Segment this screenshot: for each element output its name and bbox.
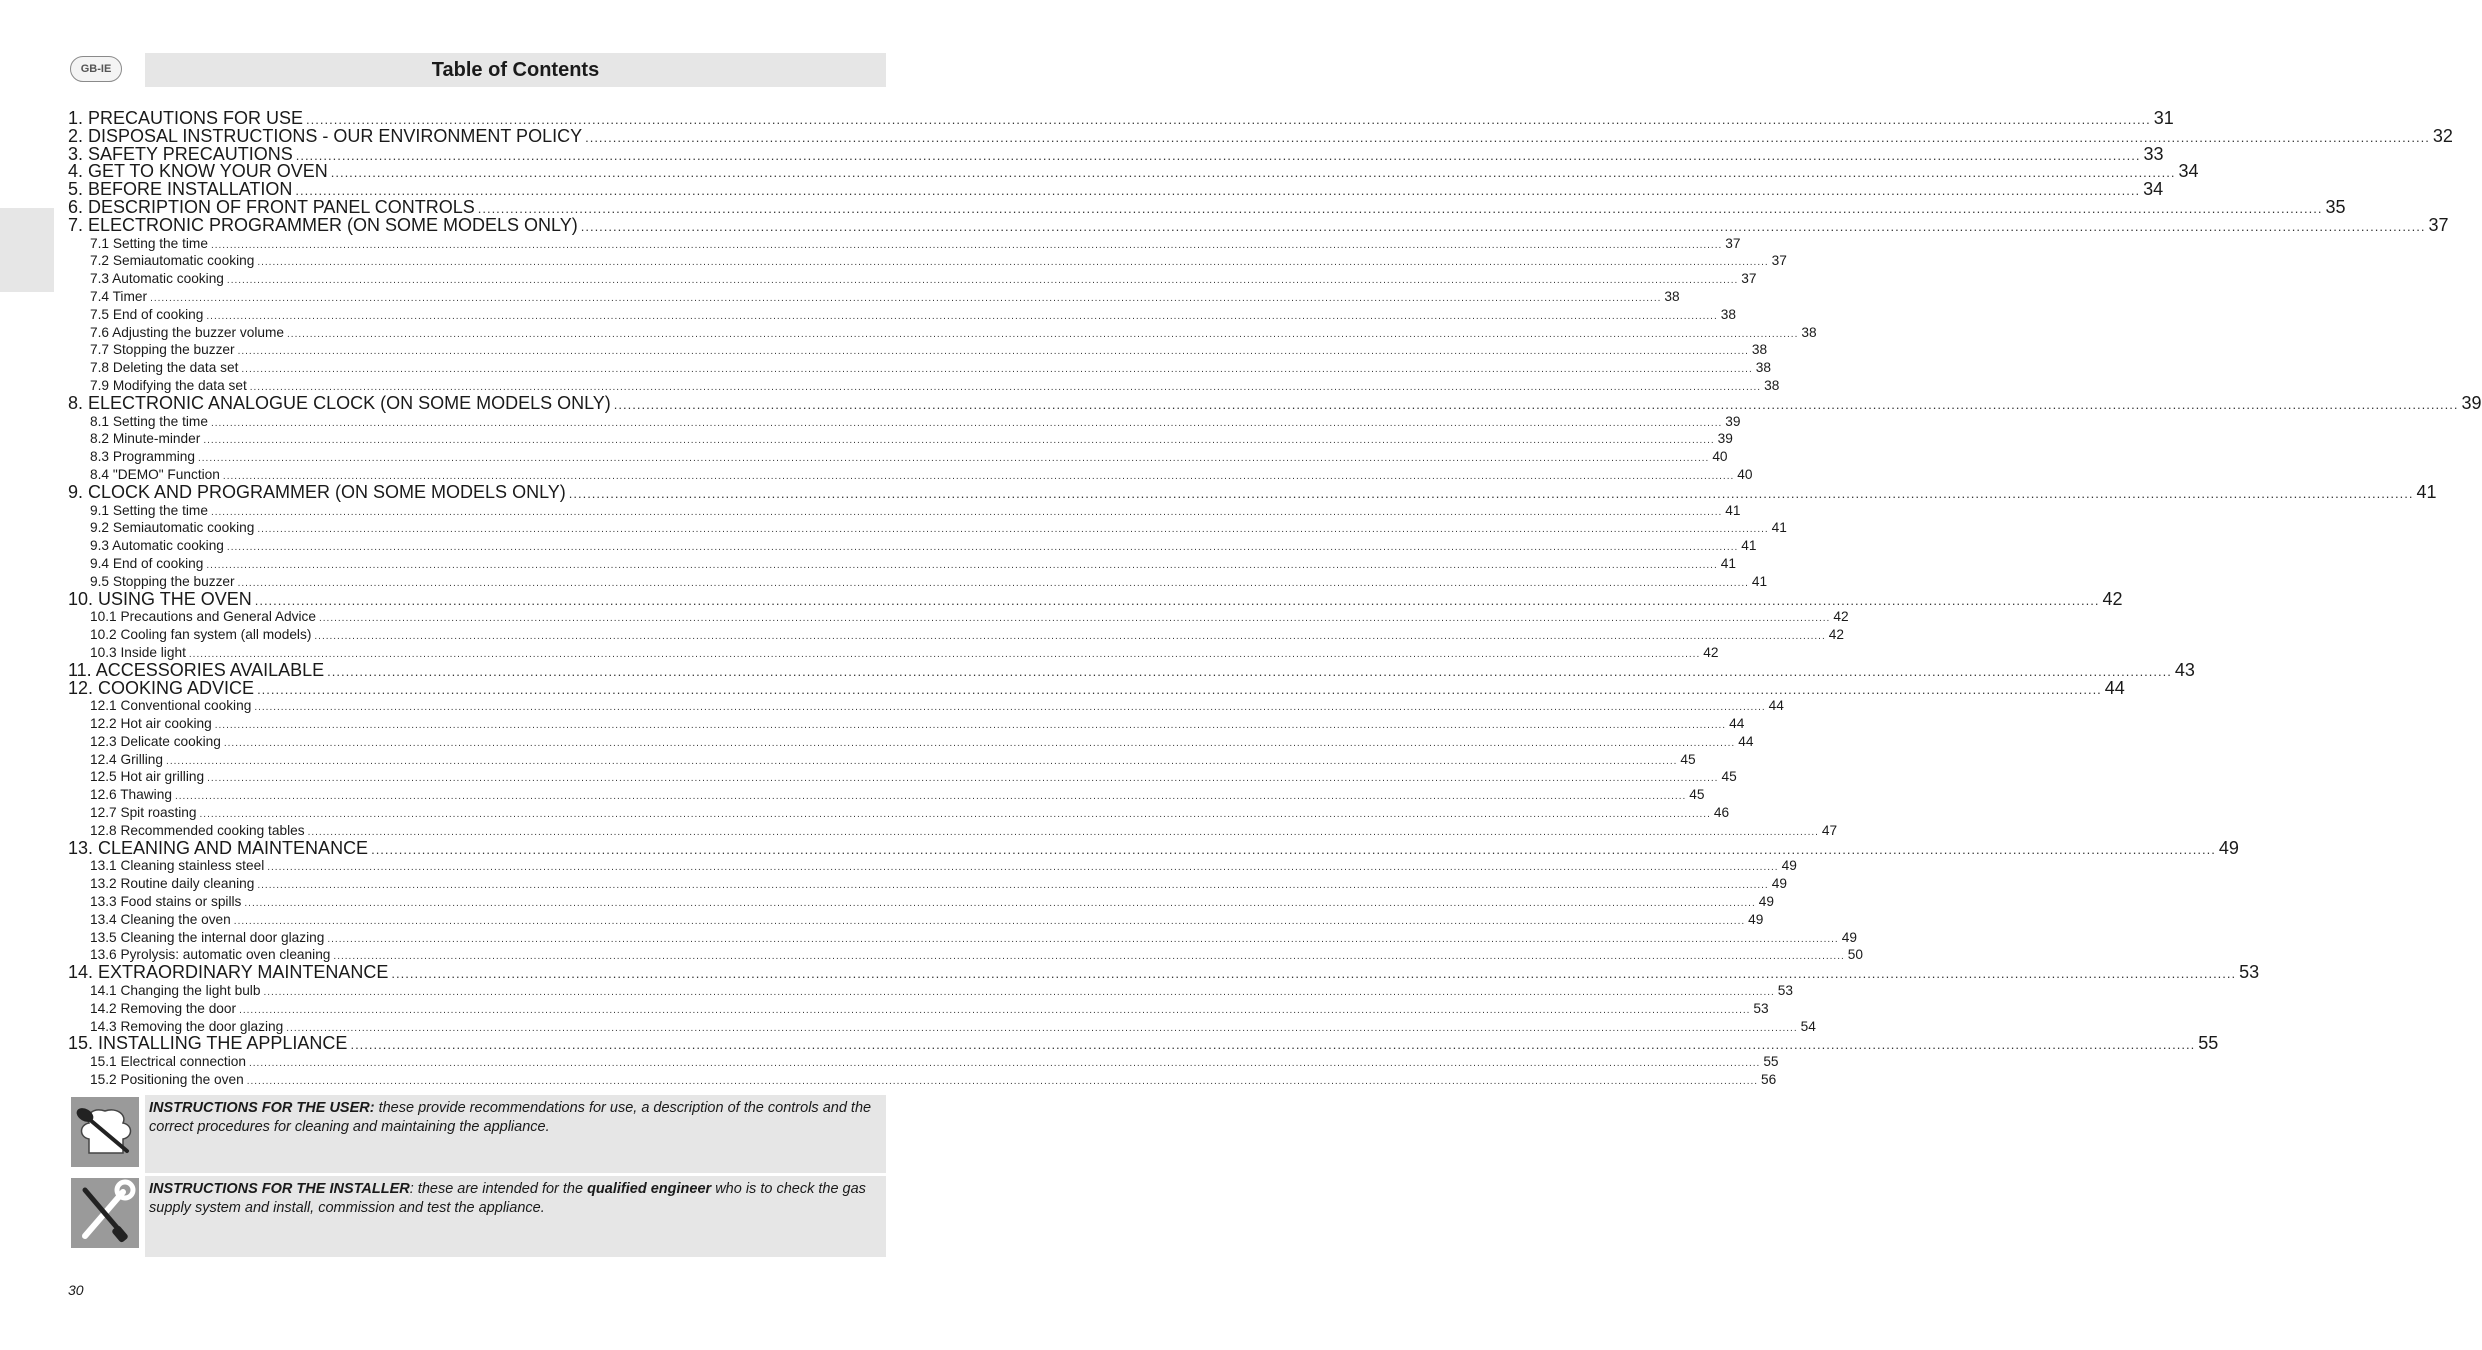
toc-section-entry[interactable]: [68, 626, 1844, 644]
toc-entry-page: 42: [2102, 588, 2123, 609]
language-badge: GB-IE: [70, 56, 122, 82]
toc-entry-page: 44: [1768, 698, 1784, 714]
toc-leader-dots: ................................................................................................................................................................................................................................................................................................................................................................................................................: [391, 966, 2237, 982]
toc-chapter-entry[interactable]: [68, 588, 2123, 609]
toc-section-entry[interactable]: [68, 751, 1696, 769]
toc-entry-title: 15.1 Electrical connection: [90, 1054, 246, 1070]
toc-leader-dots: ................................................................................................................................................................................................................................................................................................................................................................................................................: [568, 485, 2414, 501]
toc-entry-page: 38: [1764, 377, 1780, 393]
toc-leader-dots: ................................................................................................................................................................................................................................................................................................................................................................................................................: [319, 613, 1831, 625]
toc-entry-title: 11. ACCESSORIES AVAILABLE: [68, 659, 325, 680]
toc-chapter-entry[interactable]: [68, 125, 2453, 146]
toc-entry-title: 6. DESCRIPTION OF FRONT PANEL CONTROLS: [68, 196, 475, 217]
toc-entry-title: 12.6 Thawing: [90, 787, 172, 803]
toc-section-entry[interactable]: [68, 768, 1737, 786]
toc-entry-page: 50: [1847, 947, 1863, 963]
toc-entry-title: 7.1 Setting the time: [90, 235, 208, 251]
toc-entry-title: 7.9 Modifying the data set: [90, 377, 247, 393]
toc-entry-page: 38: [1801, 324, 1817, 340]
toc-leader-dots: ................................................................................................................................................................................................................................................................................................................................................................................................................: [188, 648, 1701, 660]
toc-chapter-entry[interactable]: [68, 659, 2195, 680]
toc-leader-dots: ................................................................................................................................................................................................................................................................................................................................................................................................................: [580, 218, 2426, 234]
toc-leader-dots: ................................................................................................................................................................................................................................................................................................................................................................................................................: [314, 631, 1826, 643]
toc-chapter-entry[interactable]: [68, 962, 2260, 983]
toc-entry-title: 13.2 Routine daily cleaning: [90, 876, 255, 892]
installer-note-text-after: who is to check the gas supply system and install, commission and test the appliance.: [149, 1181, 866, 1216]
toc-entry-page: 46: [1713, 805, 1730, 821]
toc-leader-dots: ................................................................................................................................................................................................................................................................................................................................................................................................................: [233, 915, 1746, 927]
toc-entry-title: 7.7 Stopping the buzzer: [90, 342, 235, 358]
toc-entry-title: 12.7 Spit roasting: [90, 805, 197, 821]
toc-leader-dots: ................................................................................................................................................................................................................................................................................................................................................................................................................: [267, 862, 1779, 874]
toc-entry-title: 13.3 Food stains or spills: [90, 894, 242, 910]
toc-leader-dots: ................................................................................................................................................................................................................................................................................................................................................................................................................: [226, 275, 1739, 287]
toc-entry-title: 10.3 Inside light: [90, 644, 186, 660]
toc-entry-page: 34: [2178, 161, 2199, 182]
toc-section-entry[interactable]: [68, 341, 1768, 359]
toc-section-entry[interactable]: [68, 430, 1733, 448]
toc-entry-title: 7.5 End of cooking: [90, 306, 204, 322]
toc-leader-dots: ................................................................................................................................................................................................................................................................................................................................................................................................................: [210, 417, 1723, 429]
toc-leader-dots: ................................................................................................................................................................................................................................................................................................................................................................................................................: [244, 898, 1756, 910]
toc-leader-dots: ................................................................................................................................................................................................................................................................................................................................................................................................................: [327, 663, 2172, 679]
toc-entry-page: 32: [2432, 125, 2453, 146]
toc-section-entry[interactable]: [68, 697, 1784, 715]
toc-entry-page: 44: [2104, 677, 2125, 698]
toc-section-entry[interactable]: [68, 982, 1794, 1000]
toc-entry-page: 41: [2416, 481, 2437, 502]
toc-entry-title: 12.1 Conventional cooking: [90, 698, 252, 714]
toc-entry-title: 10. USING THE OVEN: [68, 588, 252, 609]
toc-leader-dots: ................................................................................................................................................................................................................................................................................................................................................................................................................: [241, 364, 1753, 376]
toc-section-entry[interactable]: [68, 804, 1730, 822]
toc-entry-title: 15. INSTALLING THE APPLIANCE: [68, 1033, 348, 1054]
toc-entry-page: 53: [1777, 983, 1794, 999]
toc-entry-title: 8.1 Setting the time: [90, 413, 208, 429]
installer-note-text-before: : these are intended for the: [409, 1181, 588, 1197]
toc-entry-title: 14.1 Changing the light bulb: [90, 983, 261, 999]
toc-entry-title: 7.6 Adjusting the buzzer volume: [90, 324, 285, 340]
toc-entry-title: 9.4 End of cooking: [90, 555, 204, 571]
toc-leader-dots: ................................................................................................................................................................................................................................................................................................................................................................................................................: [210, 239, 1723, 251]
toc-entry-title: 14.3 Removing the door glazing: [90, 1018, 284, 1034]
toc-entry-page: 49: [1748, 911, 1764, 927]
toc-leader-dots: ................................................................................................................................................................................................................................................................................................................................................................................................................: [477, 200, 2323, 216]
toc-entry-title: 7.4 Timer: [90, 288, 148, 304]
toc-entry-title: 9.3 Automatic cooking: [90, 538, 224, 554]
toc-leader-dots: ................................................................................................................................................................................................................................................................................................................................................................................................................: [287, 328, 1799, 340]
toc-entry-page: 37: [1771, 253, 1787, 269]
toc-leader-dots: ................................................................................................................................................................................................................................................................................................................................................................................................................: [246, 1076, 1759, 1088]
toc-entry-title: 9.5 Stopping the buzzer: [90, 573, 235, 589]
toc-entry-page: 39: [1717, 431, 1733, 447]
toc-leader-dots: ................................................................................................................................................................................................................................................................................................................................................................................................................: [210, 506, 1723, 518]
toc-entry-title: 10.2 Cooling fan system (all models): [90, 627, 312, 643]
toc-leader-dots: ................................................................................................................................................................................................................................................................................................................................................................................................................: [150, 292, 1662, 304]
toc-leader-dots: ................................................................................................................................................................................................................................................................................................................................................................................................................: [222, 470, 1735, 482]
toc-entry-title: 12.3 Delicate cooking: [90, 733, 221, 749]
toc-section-entry[interactable]: [68, 573, 1768, 591]
toc-entry-page: 33: [2143, 143, 2164, 164]
page-number: 30: [68, 1282, 84, 1298]
toc-entry-title: 12.2 Hot air cooking: [90, 716, 212, 732]
toc-entry-page: 44: [1729, 716, 1745, 732]
toc-section-entry[interactable]: [68, 555, 1736, 573]
toc-entry-title: 7. ELECTRONIC PROGRAMMER (ON SOME MODELS ONLY): [68, 214, 578, 235]
toc-section-entry[interactable]: [68, 911, 1764, 929]
toc-section-entry[interactable]: [68, 306, 1736, 324]
installer-note-emphasis: qualified engineer: [587, 1181, 712, 1197]
page-header: [145, 53, 886, 87]
toc-entry-page: 37: [2428, 214, 2449, 235]
toc-leader-dots: ................................................................................................................................................................................................................................................................................................................................................................................................................: [206, 310, 1718, 322]
toc-leader-dots: ................................................................................................................................................................................................................................................................................................................................................................................................................: [226, 542, 1739, 554]
toc-entry-page: 49: [1841, 929, 1857, 945]
toc-entry-page: 55: [2198, 1033, 2219, 1054]
toc-leader-dots: ................................................................................................................................................................................................................................................................................................................................................................................................................: [249, 381, 1762, 393]
page-title: Table of Contents: [431, 58, 600, 81]
toc-chapter-entry[interactable]: [68, 677, 2125, 698]
toc-section-entry[interactable]: [68, 929, 1857, 947]
toc-entry-page: 41: [1771, 520, 1787, 536]
toc-section-entry[interactable]: [68, 537, 1757, 555]
toc-entry-title: 7.8 Deleting the data set: [90, 360, 239, 376]
toc-section-entry[interactable]: [68, 519, 1787, 537]
toc-entry-page: 40: [1712, 449, 1728, 465]
toc-entry-page: 41: [1720, 555, 1736, 571]
toc-section-entry[interactable]: [68, 252, 1787, 270]
toc-leader-dots: ................................................................................................................................................................................................................................................................................................................................................................................................................: [197, 453, 1710, 465]
toc-leader-dots: ................................................................................................................................................................................................................................................................................................................................................................................................................: [214, 720, 1727, 732]
toc-entry-title: 9. CLOCK AND PROGRAMMER (ON SOME MODELS ONLY): [68, 481, 566, 502]
toc-entry-title: 7.3 Automatic cooking: [90, 271, 224, 287]
toc-entry-title: 3. SAFETY PRECAUTIONS: [68, 143, 293, 164]
toc-entry-page: 38: [1720, 306, 1736, 322]
toc-section-entry[interactable]: [68, 235, 1741, 253]
toc-entry-title: 12.8 Recommended cooking tables: [90, 822, 305, 838]
toc-leader-dots: ................................................................................................................................................................................................................................................................................................................................................................................................................: [330, 165, 2176, 181]
toc-entry-title: 14. EXTRAORDINARY MAINTENANCE: [68, 962, 389, 983]
chef-hat-spoon-icon: [71, 1097, 139, 1167]
toc-entry-page: 49: [1758, 894, 1774, 910]
toc-entry-title: 4. GET TO KNOW YOUR OVEN: [68, 161, 328, 182]
toc-entry-page: 49: [1771, 876, 1787, 892]
toc-leader-dots: ................................................................................................................................................................................................................................................................................................................................................................................................................: [206, 559, 1718, 571]
toc-entry-page: 55: [1763, 1054, 1779, 1070]
toc-leader-dots: ................................................................................................................................................................................................................................................................................................................................................................................................................: [254, 592, 2100, 608]
toc-entry-title: 8. ELECTRONIC ANALOGUE CLOCK (ON SOME MODELS ONLY): [68, 392, 611, 413]
toc-leader-dots: ................................................................................................................................................................................................................................................................................................................................................................................................................: [286, 1022, 1798, 1034]
toc-section-entry[interactable]: [68, 413, 1741, 431]
toc-leader-dots: ................................................................................................................................................................................................................................................................................................................................................................................................................: [207, 773, 1719, 785]
toc-section-entry[interactable]: [68, 1000, 1769, 1018]
toc-section-entry[interactable]: [68, 1071, 1777, 1089]
toc-chapter-entry[interactable]: [68, 837, 2239, 858]
toc-entry-page: 54: [1800, 1018, 1816, 1034]
toc-leader-dots: ................................................................................................................................................................................................................................................................................................................................................................................................................: [203, 435, 1715, 447]
toc-entry-page: 38: [1755, 360, 1771, 376]
toc-entry-page: 37: [1741, 271, 1757, 287]
toc-entry-page: 38: [1664, 288, 1680, 304]
toc-entry-title: 12.4 Grilling: [90, 751, 164, 767]
toc-entry-title: 13.6 Pyrolysis: automatic oven cleaning: [90, 947, 331, 963]
toc-leader-dots: ................................................................................................................................................................................................................................................................................................................................................................................................................: [257, 257, 1769, 269]
toc-entry-title: 8.2 Minute-minder: [90, 431, 201, 447]
toc-section-entry[interactable]: [68, 875, 1787, 893]
toc-chapter-entry[interactable]: [68, 481, 2437, 502]
toc-leader-dots: ................................................................................................................................................................................................................................................................................................................................................................................................................: [306, 112, 2151, 127]
toc-section-entry[interactable]: [68, 288, 1680, 306]
toc-entry-title: 7.2 Semiautomatic cooking: [90, 253, 255, 269]
toc-entry-title: 5. BEFORE INSTALLATION: [68, 179, 293, 200]
toc-entry-page: 43: [2174, 659, 2195, 680]
toc-entry-page: 40: [1737, 466, 1753, 482]
toc-entry-page: 35: [2325, 196, 2346, 217]
user-note-text: these provide recommendations for use, a description of the controls and the correct procedures for cleaning and maintaining the appliance.: [149, 1100, 872, 1135]
toc-section-entry[interactable]: [68, 715, 1745, 733]
toc-leader-dots: ................................................................................................................................................................................................................................................................................................................................................................................................................: [307, 826, 1819, 838]
toc-entry-page: 45: [1680, 751, 1696, 767]
toc-entry-title: 9.2 Semiautomatic cooking: [90, 520, 255, 536]
toc-leader-dots: ................................................................................................................................................................................................................................................................................................................................................................................................................: [257, 880, 1769, 892]
toc-entry-page: 53: [2239, 962, 2260, 983]
side-tab-marker: [0, 208, 54, 292]
toc-section-entry[interactable]: [68, 359, 1771, 377]
toc-leader-dots: ................................................................................................................................................................................................................................................................................................................................................................................................................: [166, 755, 1678, 767]
toc-section-entry[interactable]: [68, 822, 1838, 840]
toc-entry-title: 13.5 Cleaning the internal door glazing: [90, 929, 325, 945]
toc-entry-title: 13. CLEANING AND MAINTENANCE: [68, 837, 369, 858]
toc-leader-dots: ................................................................................................................................................................................................................................................................................................................................................................................................................: [223, 737, 1736, 749]
toc-entry-page: 41: [1725, 502, 1741, 518]
toc-entry-page: 39: [1725, 413, 1741, 429]
toc-leader-dots: ................................................................................................................................................................................................................................................................................................................................................................................................................: [327, 933, 1839, 945]
toc-entry-page: 49: [1781, 858, 1797, 874]
toc-entry-title: 15.2 Positioning the oven: [90, 1072, 244, 1088]
toc-section-entry[interactable]: [68, 893, 1774, 911]
toc-entry-page: 34: [2143, 179, 2164, 200]
toc-leader-dots: ................................................................................................................................................................................................................................................................................................................................................................................................................: [263, 987, 1775, 999]
toc-entry-page: 49: [2218, 837, 2239, 858]
toc-entry-page: 53: [1753, 1000, 1769, 1016]
toc-leader-dots: ................................................................................................................................................................................................................................................................................................................................................................................................................: [333, 951, 1845, 963]
toc-entry-page: 47: [1821, 822, 1838, 838]
toc-section-entry[interactable]: [68, 1053, 1779, 1071]
toc-entry-page: 39: [2461, 392, 2482, 413]
toc-leader-dots: ................................................................................................................................................................................................................................................................................................................................................................................................................: [254, 702, 1766, 714]
toc-leader-dots: ................................................................................................................................................................................................................................................................................................................................................................................................................: [371, 841, 2216, 857]
toc-leader-dots: ................................................................................................................................................................................................................................................................................................................................................................................................................: [239, 1004, 1751, 1016]
toc-section-entry[interactable]: [68, 502, 1741, 520]
toc-entry-page: 56: [1761, 1072, 1777, 1088]
toc-entry-page: 45: [1689, 787, 1705, 803]
toc-section-entry[interactable]: [68, 857, 1797, 875]
toc-entry-page: 42: [1833, 609, 1849, 625]
toc-entry-page: 44: [1738, 733, 1754, 749]
toc-entry-title: 8.3 Programming: [90, 449, 195, 465]
toc-entry-title: 13.4 Cleaning the oven: [90, 911, 231, 927]
user-instructions-note: [145, 1095, 886, 1173]
toc-leader-dots: ................................................................................................................................................................................................................................................................................................................................................................................................................: [295, 183, 2141, 199]
toc-chapter-entry[interactable]: [68, 1033, 2219, 1054]
toc-chapter-entry[interactable]: [68, 214, 2449, 235]
user-note-label: INSTRUCTIONS FOR THE USER:: [149, 1100, 375, 1116]
toc-leader-dots: ................................................................................................................................................................................................................................................................................................................................................................................................................: [199, 809, 1711, 821]
toc-leader-dots: ................................................................................................................................................................................................................................................................................................................................................................................................................: [257, 681, 2102, 697]
toc-entry-page: 31: [2153, 108, 2174, 128]
toc-leader-dots: ................................................................................................................................................................................................................................................................................................................................................................................................................: [237, 346, 1749, 358]
installer-note-label: INSTRUCTIONS FOR THE INSTALLER: [149, 1181, 410, 1197]
toc-leader-dots: ................................................................................................................................................................................................................................................................................................................................................................................................................: [248, 1058, 1761, 1070]
toc-leader-dots: ................................................................................................................................................................................................................................................................................................................................................................................................................: [257, 524, 1769, 536]
toc-section-entry[interactable]: [68, 448, 1728, 466]
toc-section-entry[interactable]: [68, 733, 1754, 751]
toc-entry-page: 41: [1741, 538, 1757, 554]
toc-entry-page: 38: [1751, 342, 1768, 358]
toc-entry-title: 10.1 Precautions and General Advice: [90, 609, 316, 625]
wrench-screwdriver-icon: [71, 1178, 139, 1248]
toc-leader-dots: ................................................................................................................................................................................................................................................................................................................................................................................................................: [350, 1037, 2196, 1053]
toc-section-entry[interactable]: [68, 786, 1705, 804]
toc-leader-dots: ................................................................................................................................................................................................................................................................................................................................................................................................................: [237, 577, 1749, 589]
installer-instructions-note: [145, 1176, 886, 1257]
toc-entry-page: 42: [1828, 627, 1844, 643]
toc-section-entry[interactable]: [68, 270, 1757, 288]
toc-entry-title: 2. DISPOSAL INSTRUCTIONS - OUR ENVIRONMENT POLICY: [68, 125, 583, 146]
toc-leader-dots: ................................................................................................................................................................................................................................................................................................................................................................................................................: [295, 147, 2141, 163]
table-of-contents: [68, 108, 2482, 1089]
toc-entry-title: 14.2 Removing the door: [90, 1000, 237, 1016]
toc-leader-dots: ................................................................................................................................................................................................................................................................................................................................................................................................................: [613, 396, 2459, 412]
toc-leader-dots: ................................................................................................................................................................................................................................................................................................................................................................................................................: [174, 791, 1687, 803]
toc-entry-title: 8.4 "DEMO" Function: [90, 466, 220, 482]
toc-leader-dots: ................................................................................................................................................................................................................................................................................................................................................................................................................: [585, 129, 2430, 145]
toc-entry-page: 42: [1703, 644, 1719, 660]
toc-section-entry[interactable]: [68, 608, 1849, 626]
toc-section-entry[interactable]: [68, 324, 1817, 342]
toc-entry-title: 12.5 Hot air grilling: [90, 769, 205, 785]
toc-entry-title: 9.1 Setting the time: [90, 502, 208, 518]
toc-entry-page: 37: [1725, 235, 1741, 251]
toc-entry-title: 13.1 Cleaning stainless steel: [90, 858, 265, 874]
toc-entry-title: 1. PRECAUTIONS FOR USE: [68, 108, 304, 128]
toc-entry-page: 45: [1721, 769, 1737, 785]
toc-entry-page: 41: [1751, 573, 1768, 589]
toc-entry-title: 12. COOKING ADVICE: [68, 677, 255, 698]
toc-chapter-entry[interactable]: [68, 392, 2482, 413]
